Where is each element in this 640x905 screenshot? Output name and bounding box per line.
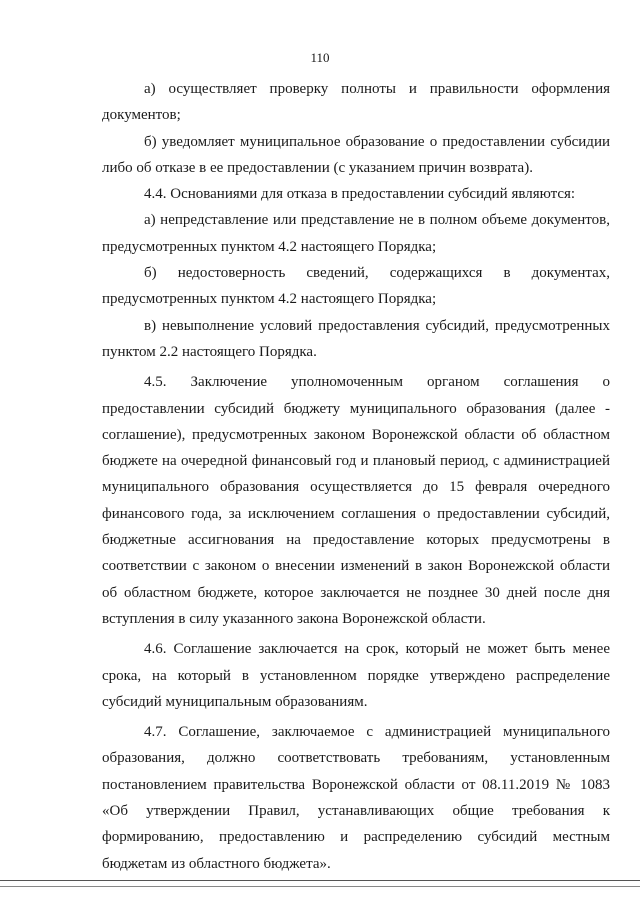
bottom-divider-secondary (0, 886, 640, 887)
paragraph-4-3-a: а) осуществляет проверку полноты и правильности оформления документов; (102, 81, 610, 124)
paragraph-4-4-a: а) непредставление или представление не в полном объеме документов, предусмотренных пунктом 4.2 настоящего Порядка; (102, 212, 610, 255)
paragraph-4-4-b: б) недостоверность сведений, содержащихся в документах, предусмотренных пунктом 4.2 настоящего Порядка; (102, 265, 610, 308)
paragraph-4-5: 4.5. Заключение уполномоченным органом соглашения о предоставлении субсидий бюджету муниципального образования (далее - соглашение), предусмотренных законом Воронежской области об областном бюджете на очередной финансовый год и плановый период, с администрацией муниципального образования осуществляется до 15 февраля очередного финансового года, за исключением соглашения о предоставлении субсидий, бюджетные ассигнования на предоставление которых предусмотрены в соответствии с законом о внесении изменений в закон Воронежской области об областном бюджете, которое заключается не позднее 30 дней после дня вступления в силу указанного закона Воронежской области. (102, 374, 610, 627)
paragraph-4-3-b: б) уведомляет муниципальное образование о предоставлении субсидии либо об отказе в ее предоставлении (с указанием причин возврата). (102, 133, 610, 176)
paragraph-4-4: 4.4. Основаниями для отказа в предоставлении субсидий являются: (144, 186, 576, 203)
page-number: 110 (310, 50, 330, 65)
paragraph-4-6: 4.6. Соглашение заключается на срок, который не может быть менее срока, на который в установленном порядке утверждено распределение субсидий муниципальным образованиям. (102, 641, 610, 710)
document-body (102, 76, 610, 877)
paragraph-4-7: 4.7. Соглашение, заключаемое с администрацией муниципального образования, должно соответствовать требованиям, установленным постановлением правительства Воронежской области от 08.11.2019 № 1083 «Об утверждении Правил, устанавливающих общие требования к формированию, предоставлению и распределению субсидий местным бюджетам из областного бюджета». (102, 724, 610, 872)
paragraph-4-4-v: в) невыполнение условий предоставления субсидий, предусмотренных пунктом 2.2 настоящего Порядка. (102, 317, 610, 360)
bottom-divider (0, 880, 640, 881)
